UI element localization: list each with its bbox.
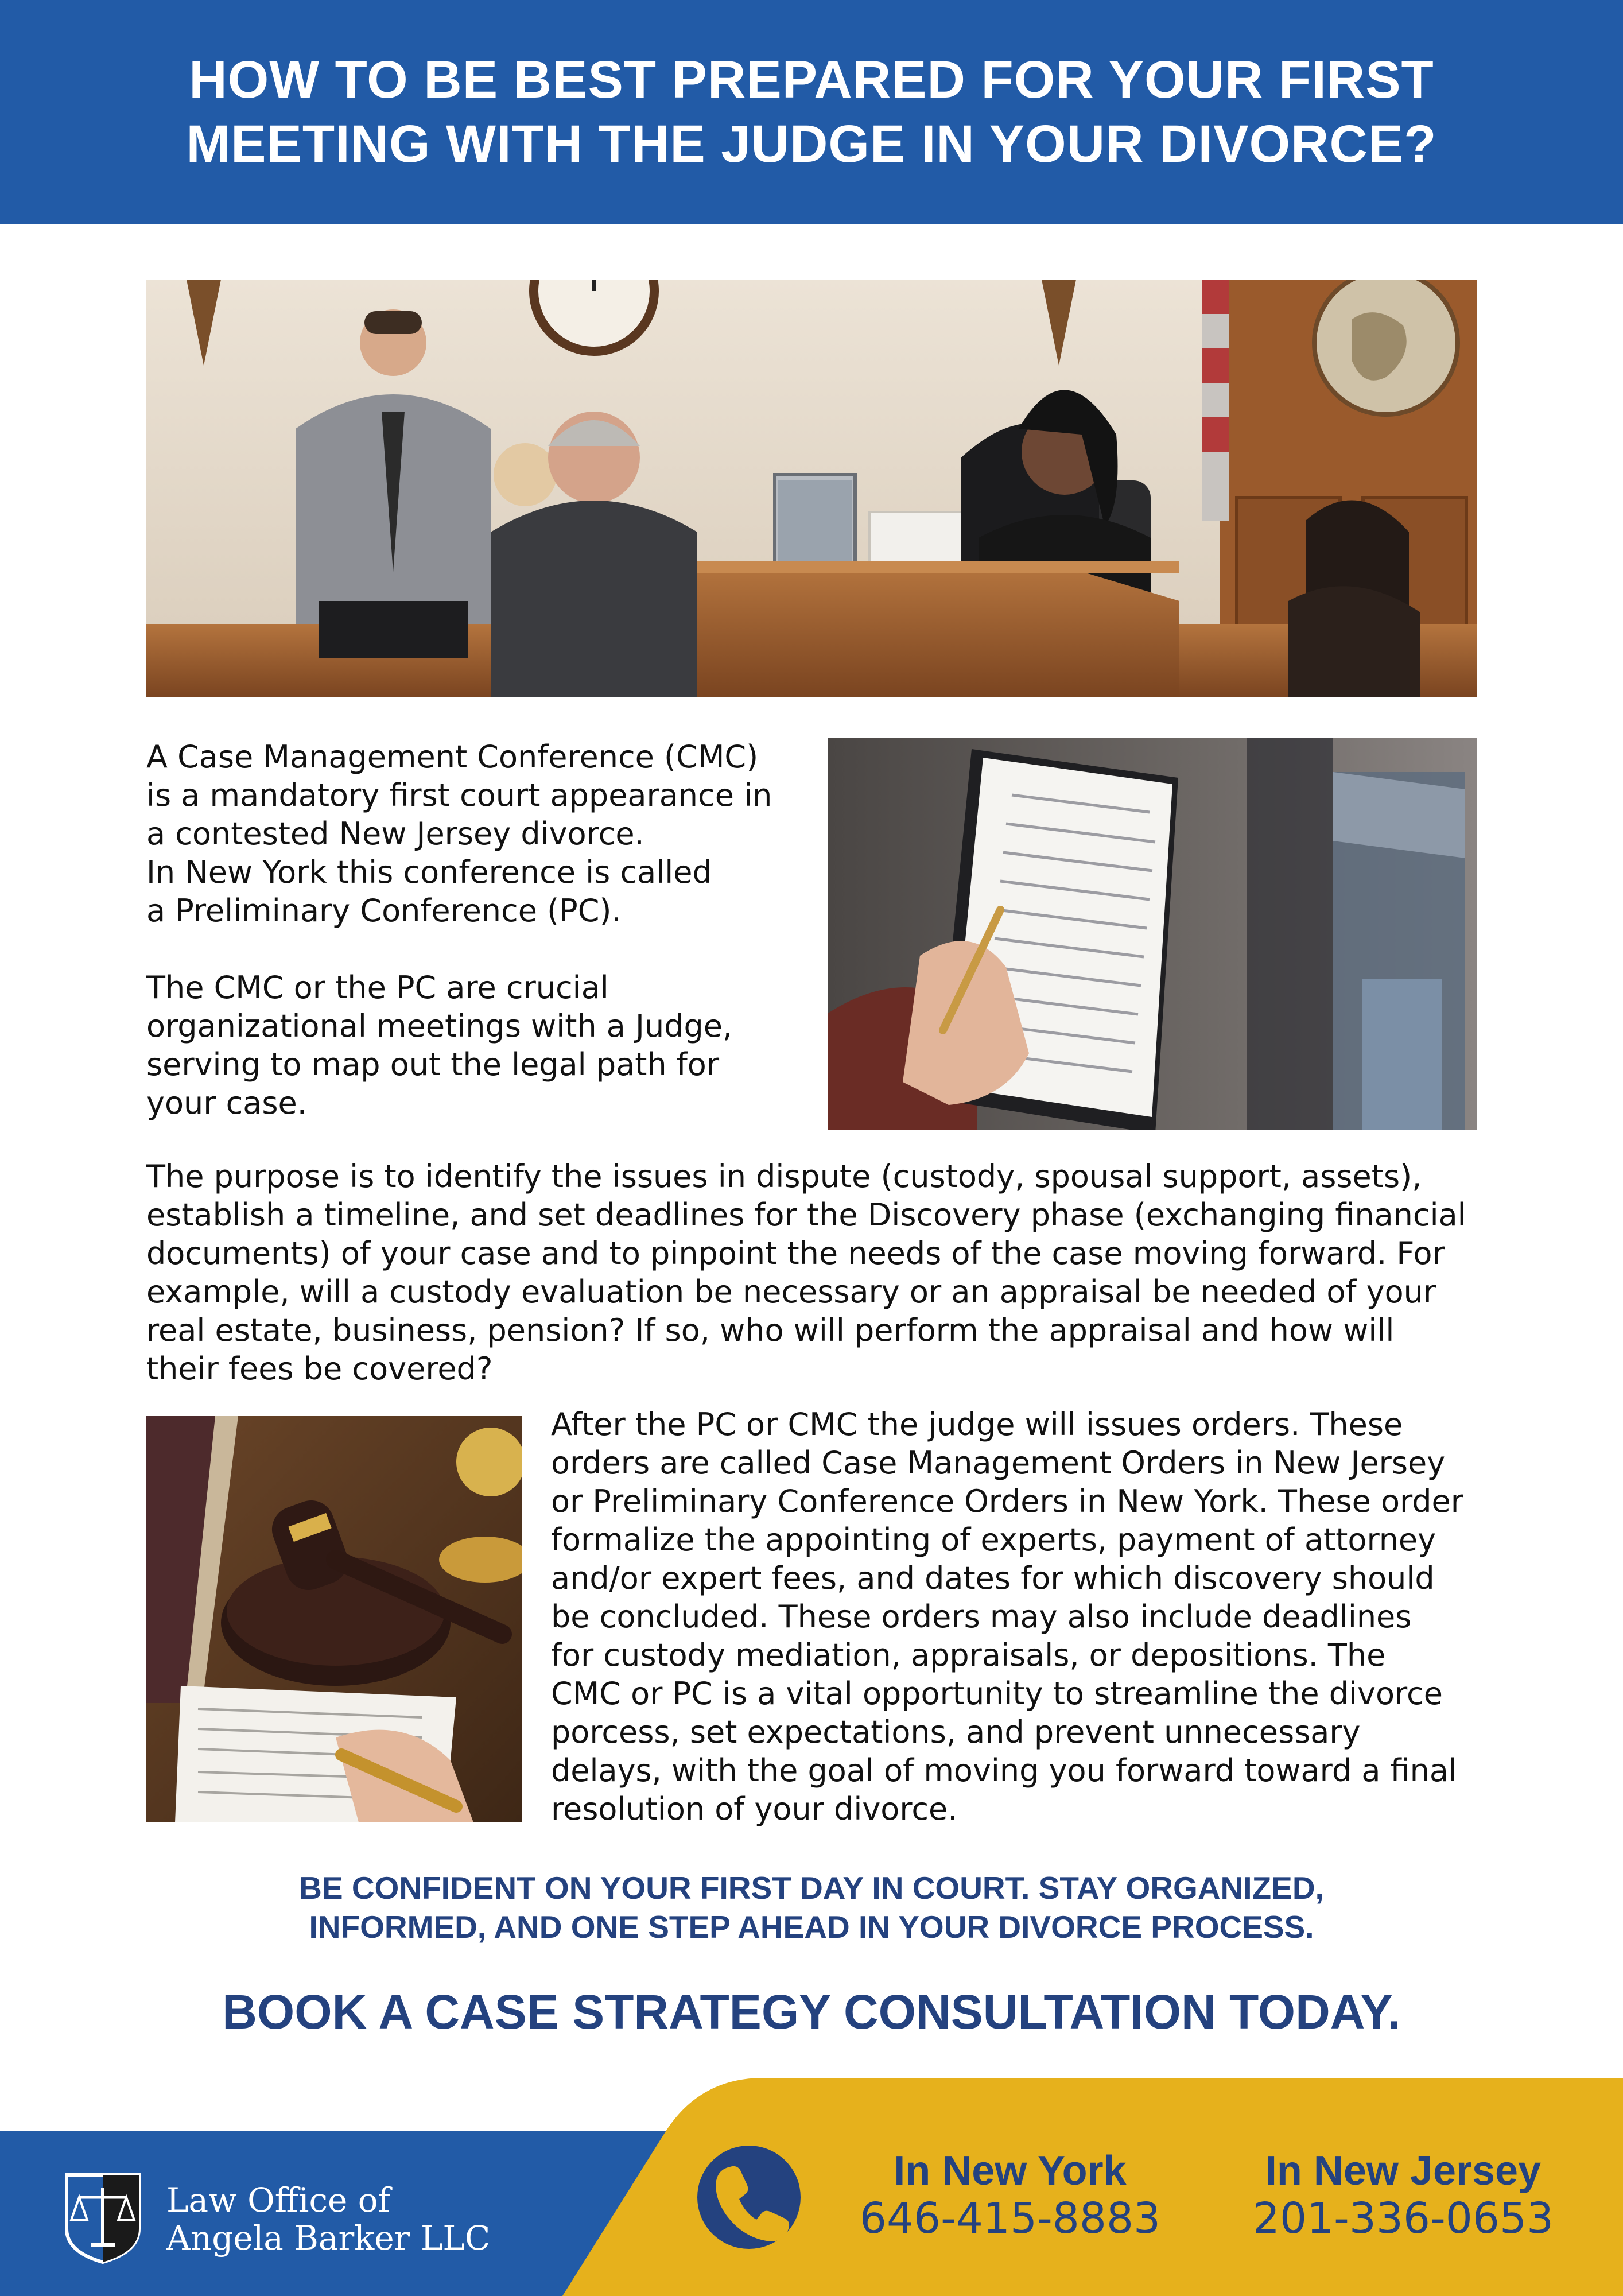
- orders-line: or Preliminary Conference Orders in New York. These order: [551, 1483, 1463, 1519]
- firm-name: [166, 2181, 490, 2257]
- intro-p1-line: a contested New Jersey divorce.: [146, 816, 644, 852]
- orders-line: delays, with the goal of moving you forward toward a final: [551, 1752, 1457, 1789]
- purpose-line: establish a timeline, and set deadlines for the Discovery phase (exchanging financial: [146, 1197, 1466, 1233]
- intro-p1-line: a Preliminary Conference (PC).: [146, 893, 622, 929]
- purpose-line: documents) of your case and to pinpoint the needs of the case moving forward. For: [146, 1235, 1445, 1271]
- orders-line: formalize the appointing of experts, payment of attorney: [551, 1522, 1436, 1558]
- nj-phone[interactable]: 201-336-0653: [1252, 2194, 1554, 2243]
- orders-text: [551, 1405, 1481, 1828]
- signing-document-photo: [828, 738, 1477, 1130]
- nj-label: In New Jersey: [1265, 2148, 1542, 2194]
- gavel-photo: [146, 1416, 522, 1822]
- title-line-2: MEETING WITH THE JUDGE IN YOUR DIVORCE?: [186, 115, 1437, 173]
- page-title: [187, 48, 1437, 176]
- orders-line: porcess, set expectations, and prevent unnecessary: [551, 1714, 1361, 1750]
- tagline-line-2: INFORMED, AND ONE STEP AHEAD IN YOUR DIVORCE PROCESS.: [309, 1909, 1314, 1945]
- orders-line: CMC or PC is a vital opportunity to streamline the divorce: [551, 1676, 1443, 1712]
- purpose-line: example, will a custody evaluation be necessary or an appraisal be needed of your: [146, 1274, 1436, 1310]
- intro-p1-line: In New York this conference is called: [146, 854, 712, 890]
- firm-name-line-2: Angela Barker LLC: [166, 2219, 491, 2258]
- intro-p2-line: The CMC or the PC are crucial: [146, 969, 609, 1006]
- phone-icon: [694, 2143, 803, 2252]
- orders-line: resolution of your divorce.: [551, 1791, 958, 1827]
- courtroom-photo: [146, 280, 1477, 697]
- title-line-1: HOW TO BE BEST PREPARED FOR YOUR FIRST: [189, 51, 1434, 109]
- purpose-line: their fees be covered?: [146, 1351, 493, 1387]
- intro-p2-line: your case.: [146, 1085, 307, 1121]
- scales-of-justice-shield-icon: [62, 2171, 143, 2264]
- orders-line: After the PC or CMC the judge will issues orders. These: [551, 1406, 1403, 1442]
- orders-line: and/or expert fees, and dates for which discovery should: [551, 1560, 1435, 1596]
- orders-line: be concluded. These orders may also include deadlines: [551, 1599, 1412, 1635]
- purpose-line: The purpose is to identify the issues in dispute (custody, spousal support, assets),: [146, 1158, 1422, 1194]
- orders-line: for custody mediation, appraisals, or depositions. The: [551, 1637, 1386, 1673]
- ny-phone[interactable]: 646-415-8883: [859, 2194, 1161, 2243]
- header-banner: [0, 0, 1623, 224]
- tagline-line-1: BE CONFIDENT ON YOUR FIRST DAY IN COURT. STAY ORGANIZED,: [299, 1870, 1324, 1906]
- new-york-contact[interactable]: [832, 2148, 1188, 2243]
- ny-label: In New York: [894, 2148, 1127, 2194]
- intro-p2-line: serving to map out the legal path for: [146, 1046, 720, 1083]
- purpose-line: real estate, business, pension? If so, who will perform the appraisal and how will: [146, 1312, 1395, 1348]
- firm-name-line-1: Law Office of: [166, 2181, 391, 2220]
- confidence-tagline: [0, 1868, 1623, 1946]
- intro-p2-line: organizational meetings with a Judge,: [146, 1008, 733, 1044]
- intro-p1-line: is a mandatory first court appearance in: [146, 777, 772, 813]
- intro-p1-line: A Case Management Conference (CMC): [146, 739, 759, 775]
- new-jersey-contact[interactable]: [1217, 2148, 1590, 2243]
- paragraph-gap: [146, 930, 818, 968]
- consultation-headline[interactable]: BOOK A CASE STRATEGY CONSULTATION TODAY.: [222, 1985, 1401, 2039]
- orders-line: orders are called Case Management Orders in New Jersey: [551, 1445, 1446, 1481]
- intro-text: [146, 738, 818, 1122]
- purpose-text: [146, 1157, 1484, 1388]
